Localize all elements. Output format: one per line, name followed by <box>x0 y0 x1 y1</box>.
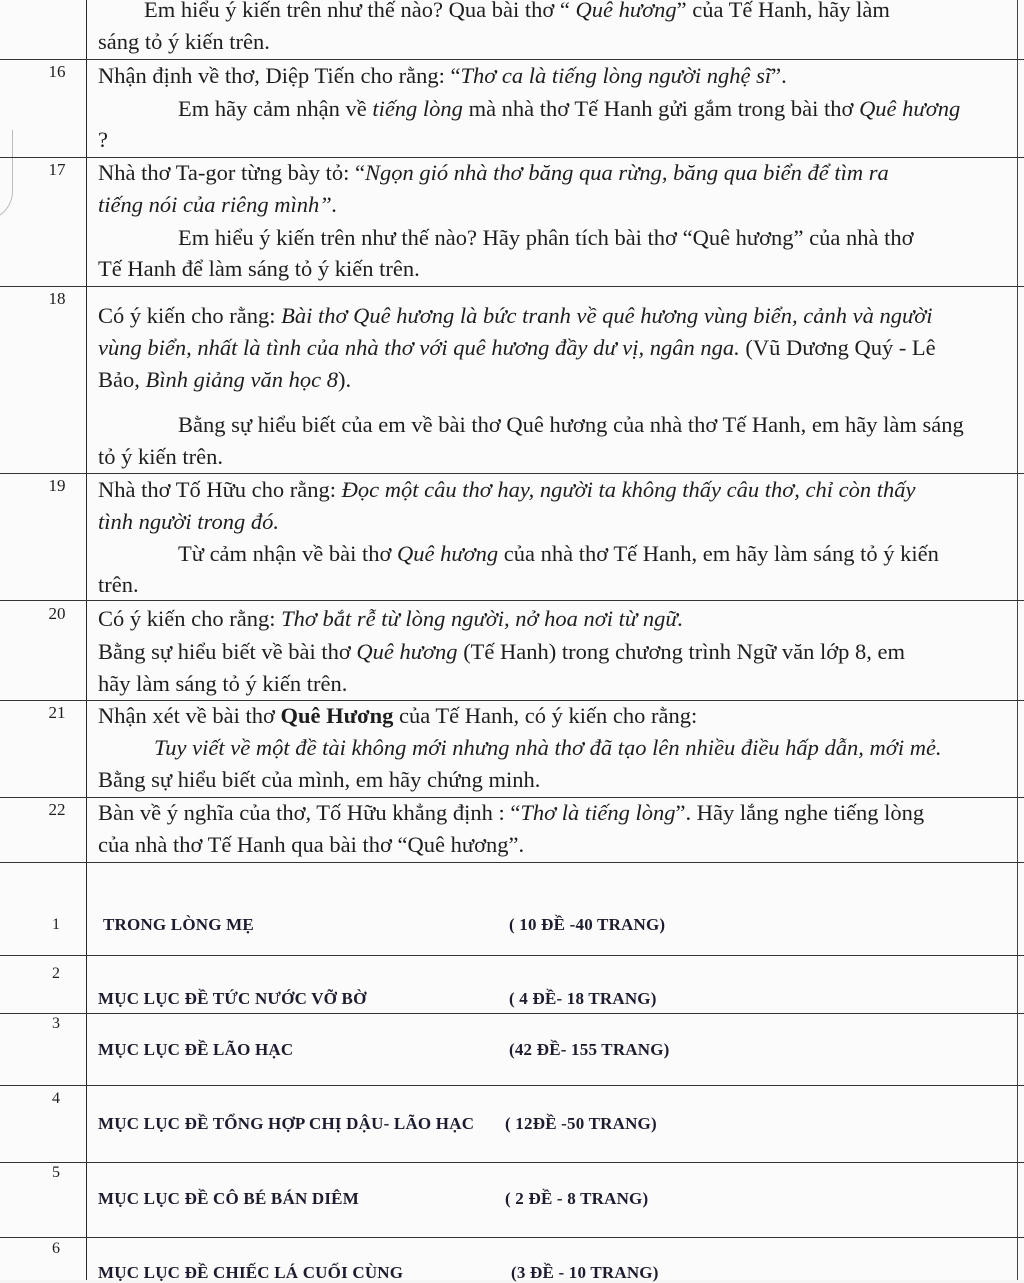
toc-title: MỤC LỤC ĐỀ LÃO HẠC <box>98 1040 294 1059</box>
row-divider <box>0 862 1024 863</box>
question-text-line: Từ cảm nhận về bài thơ Quê hương của nhà thơ Tế Hanh, em hãy làm sáng tỏ ý kiến <box>178 541 939 566</box>
question-text-line: ? <box>98 127 108 152</box>
question-number: 22 <box>48 800 66 819</box>
question-text-line: Nhà thơ Tố Hữu cho rằng: Đọc một câu thơ hay, người ta không thấy câu thơ, chỉ còn thấy <box>98 477 916 502</box>
toc-number: 6 <box>52 1240 60 1257</box>
question-number: 16 <box>48 62 66 81</box>
question-text-line: Tế Hanh để làm sáng tỏ ý kiến trên. <box>98 256 420 281</box>
question-number: 19 <box>48 476 66 495</box>
toc-info: ( 10 ĐỀ -40 TRANG) <box>509 915 666 934</box>
row-divider <box>0 1013 1024 1014</box>
question-text-line: trên. <box>98 572 139 597</box>
question-number: 20 <box>48 604 66 623</box>
question-number: 18 <box>48 289 66 308</box>
question-text-line: Có ý kiến cho rằng: Thơ bắt rễ từ lòng người, nở hoa nơi từ ngữ. <box>98 606 684 631</box>
question-text-line: Em hiểu ý kiến trên như thế nào? Qua bài thơ “ Quê hương” của Tế Hanh, hãy làm <box>144 0 890 22</box>
page-curl-edge <box>0 130 13 221</box>
row-divider <box>0 286 1024 287</box>
question-text-line: Bằng sự hiểu biết của mình, em hãy chứng minh. <box>98 767 541 792</box>
toc-title: MỤC LỤC ĐỀ TỔNG HỢP CHỊ DẬU- LÃO HẠC <box>98 1114 475 1133</box>
question-text-line: Có ý kiến cho rằng: Bài thơ Quê hương là bức tranh về quê hương vùng biển, cảnh và người <box>98 303 933 328</box>
question-text-line: tình người trong đó. <box>98 509 279 534</box>
toc-title: TRONG LÒNG MẸ <box>103 915 254 934</box>
toc-title: MỤC LỤC ĐỀ TỨC NƯỚC VỠ BỜ <box>98 989 367 1008</box>
toc-number: 3 <box>52 1015 60 1032</box>
toc-info: ( 4 ĐỀ- 18 TRANG) <box>509 989 657 1008</box>
question-text-line: tỏ ý kiến trên. <box>98 444 223 469</box>
question-text-line: Bằng sự hiểu biết của em về bài thơ Quê hương của nhà thơ Tế Hanh, em hãy làm sáng <box>178 412 964 437</box>
row-divider <box>0 1237 1024 1238</box>
question-text-line: hãy làm sáng tỏ ý kiến trên. <box>98 671 348 696</box>
table-right-border <box>1017 0 1018 1280</box>
question-text-line: Em hãy cảm nhận về tiếng lòng mà nhà thơ Tế Hanh gửi gắm trong bài thơ Quê hương <box>178 96 961 121</box>
question-text-line: Nhà thơ Ta-gor từng bày tỏ: “Ngọn gió nhà thơ băng qua rừng, băng qua biển để tìm ra <box>98 160 889 185</box>
row-divider <box>0 955 1024 956</box>
question-text-line: Bằng sự hiểu biết về bài thơ Quê hương (Tế Hanh) trong chương trình Ngữ văn lớp 8, em <box>98 639 906 664</box>
question-number: 17 <box>48 160 66 179</box>
question-text-line: của nhà thơ Tế Hanh qua bài thơ “Quê hương”. <box>98 832 525 857</box>
toc-info: ( 2 ĐỀ - 8 TRANG) <box>505 1189 649 1208</box>
question-text-line: Nhận định về thơ, Diệp Tiến cho rằng: “Thơ ca là tiếng lòng người nghệ sĩ”. <box>98 63 787 88</box>
toc-number: 2 <box>52 965 60 982</box>
toc-info: (3 ĐỀ - 10 TRANG) <box>511 1263 659 1282</box>
toc-info: ( 12ĐỀ -50 TRANG) <box>505 1114 657 1133</box>
question-text-line: Bàn về ý nghĩa của thơ, Tố Hữu khẳng định : “Thơ là tiếng lòng”. Hãy lắng nghe tiếng lòng <box>98 800 925 825</box>
question-number: 21 <box>48 703 66 722</box>
row-divider <box>0 1162 1024 1163</box>
question-text-line: tiếng nói của riêng mình”. <box>98 192 338 217</box>
toc-title: MỤC LỤC ĐỀ CHIẾC LÁ CUỐI CÙNG <box>98 1263 404 1282</box>
toc-number: 5 <box>52 1164 60 1181</box>
row-divider <box>0 1085 1024 1086</box>
toc-number: 1 <box>52 916 60 933</box>
row-divider <box>0 600 1024 601</box>
question-text-line: Nhận xét về bài thơ Quê Hương của Tế Hanh, có ý kiến cho rằng: <box>98 703 698 728</box>
table-column-divider <box>86 0 87 1280</box>
toc-title: MỤC LỤC ĐỀ CÔ BÉ BÁN DIÊM <box>98 1189 359 1208</box>
question-text-line: vùng biển, nhất là tình của nhà thơ với quê hương đầy dư vị, ngân nga. (Vũ Dương Quý - Lê <box>98 335 936 360</box>
question-text-line: sáng tỏ ý kiến trên. <box>98 29 270 54</box>
toc-number: 4 <box>52 1090 60 1107</box>
question-text-line: Bảo, Bình giảng văn học 8). <box>98 367 352 392</box>
question-text-line: Tuy viết về một đề tài không mới nhưng nhà thơ đã tạo lên nhiều điều hấp dẫn, mới mẻ. <box>154 735 942 760</box>
toc-info: (42 ĐỀ- 155 TRANG) <box>509 1040 670 1059</box>
question-text-line: Em hiểu ý kiến trên như thế nào? Hãy phân tích bài thơ “Quê hương” của nhà thơ <box>178 225 914 250</box>
